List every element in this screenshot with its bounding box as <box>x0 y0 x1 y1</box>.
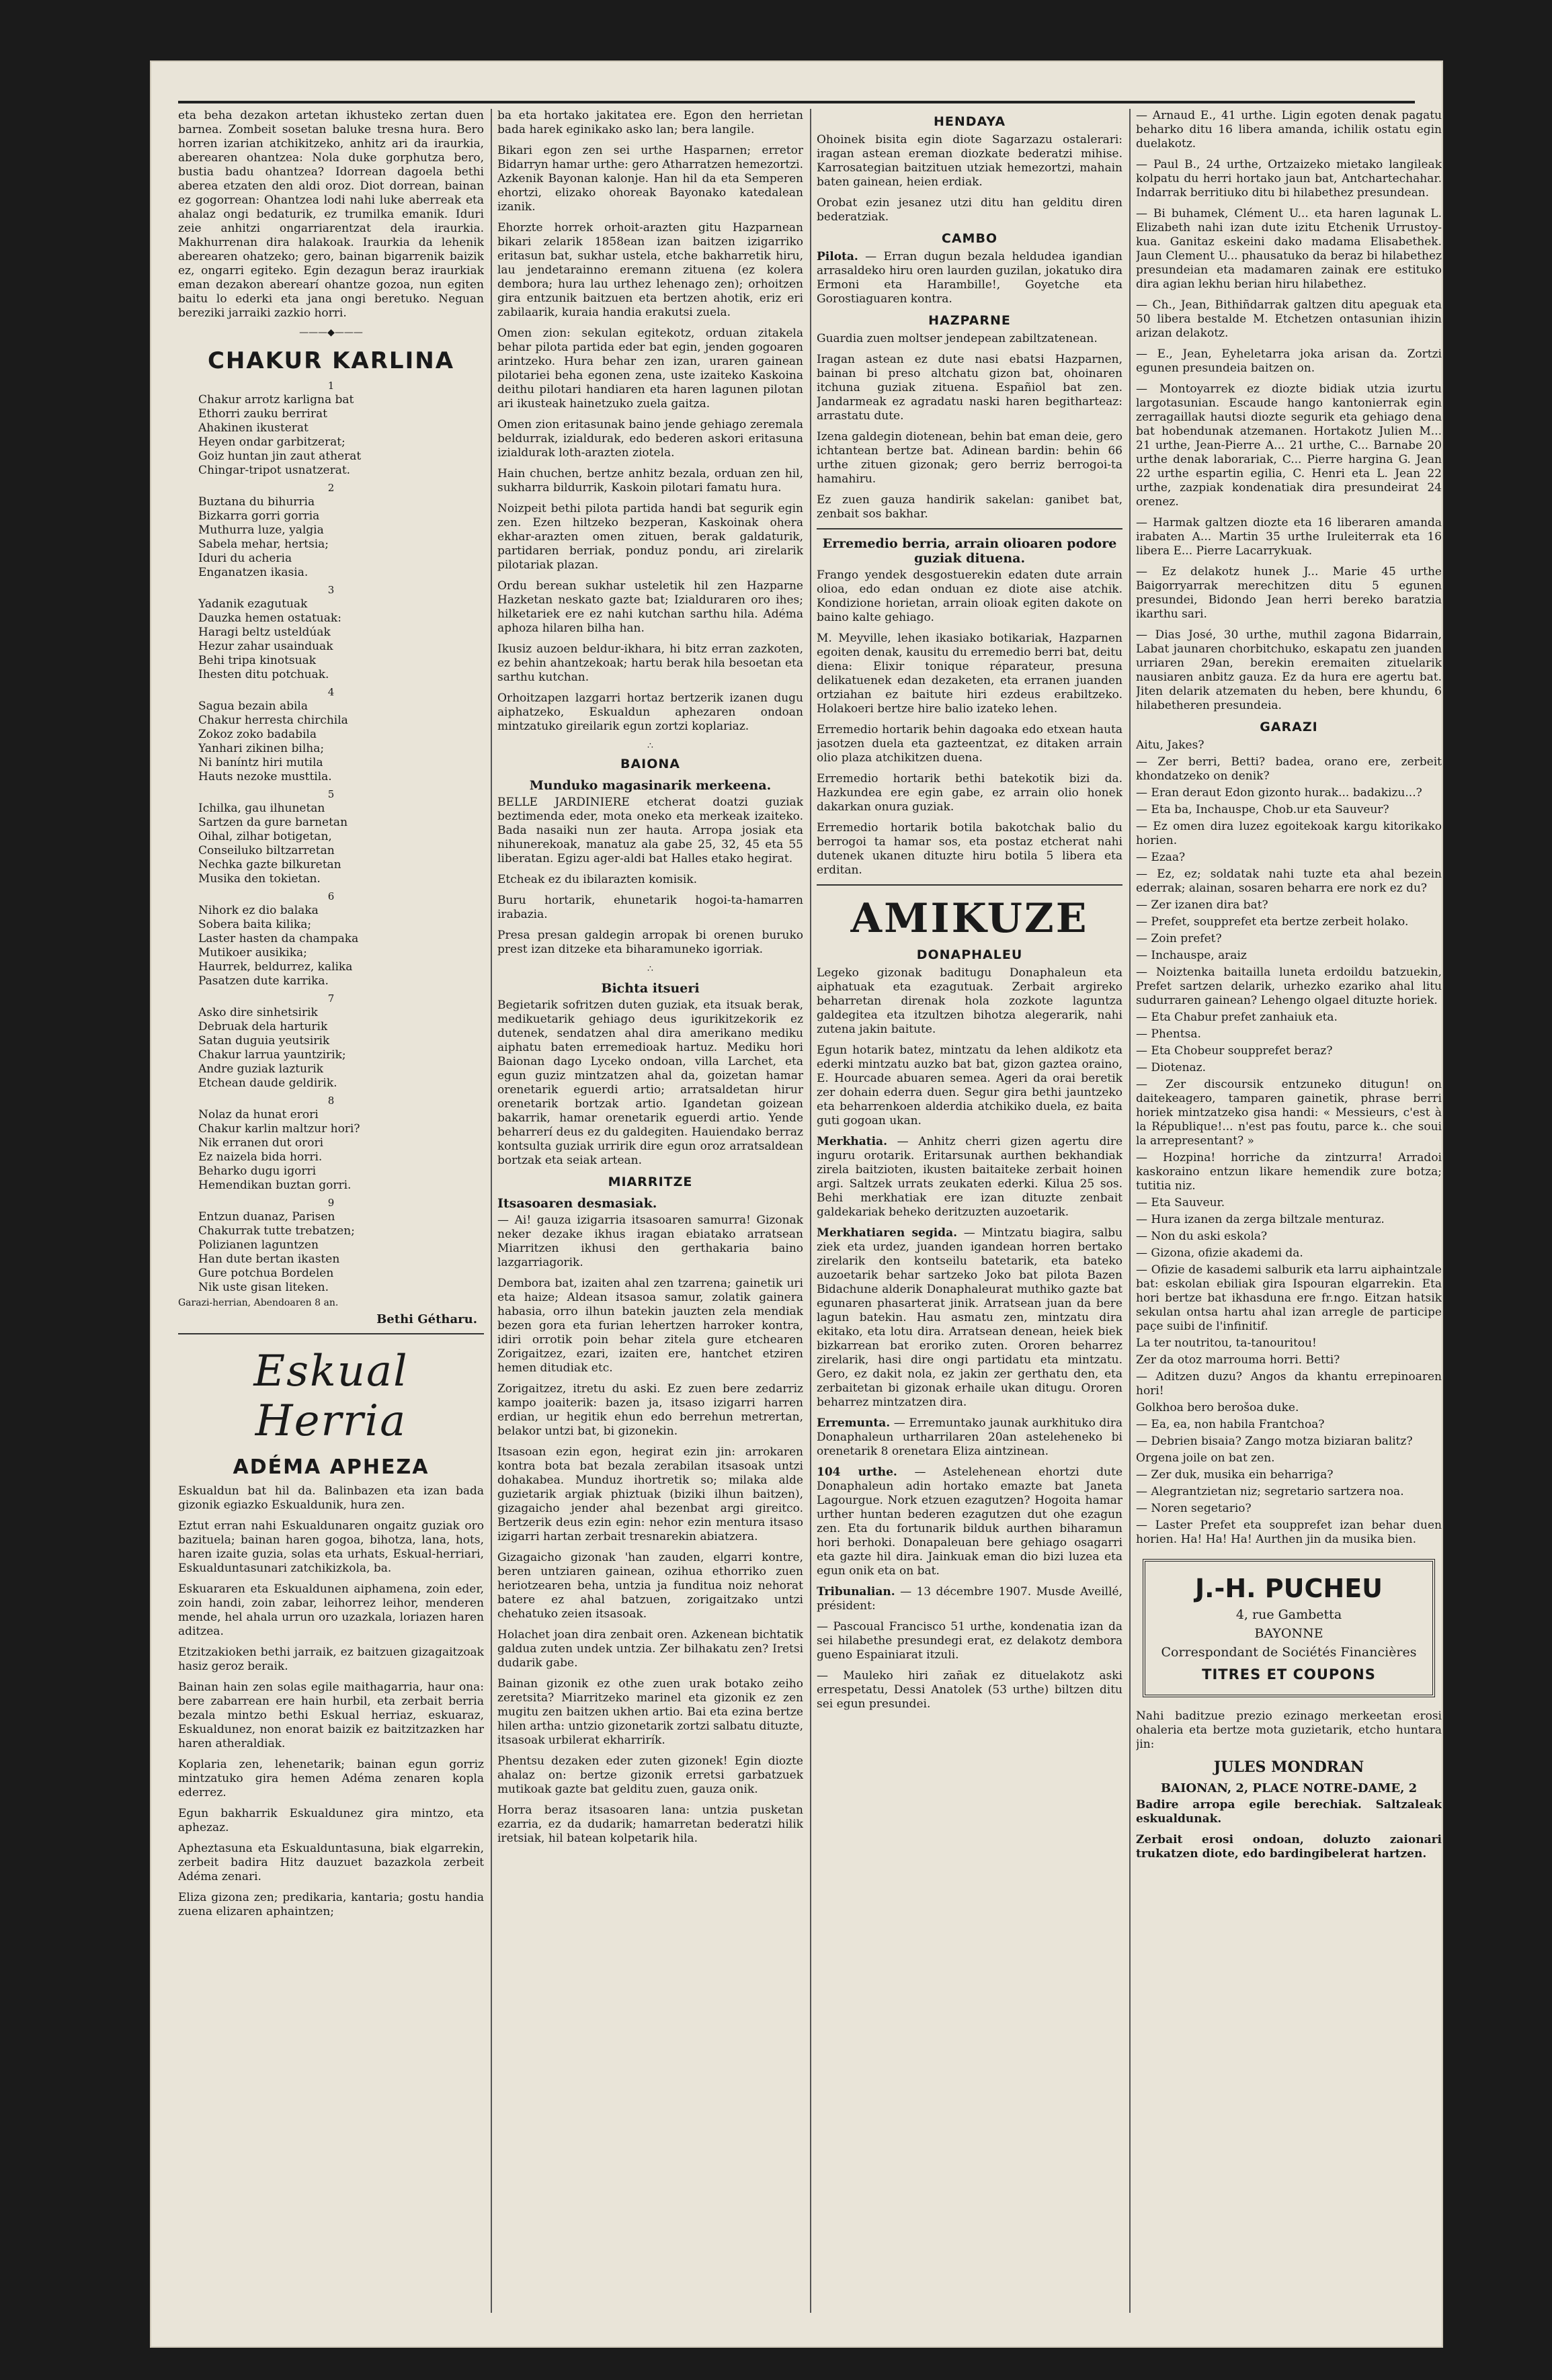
ad-address: 4, rue Gambetta <box>1235 1607 1342 1622</box>
dialogue-line: — Debrien bisaia? Zango motza biziaran balitz? <box>1136 1435 1413 1448</box>
section-heading-miarritze: MIARRITZE <box>608 1175 693 1189</box>
advertisement-pucheu <box>1143 1559 1435 1697</box>
column-rule <box>1129 109 1131 2313</box>
news-item: — Harmak galtzen diozte eta 16 liberaren amanda irabaten A... Martin 35 urthe Iruleiterrak eta 16 libera E... Pierre Lacarrykuak. <box>1136 516 1442 558</box>
section-rule <box>817 884 1122 886</box>
dialogue-line: Aitu, Jakes? <box>1136 738 1204 752</box>
paragraph: Eskualdun bat hil da. Balinbazen eta izan bada gizonik egiazko Eskualdunik, hura zen. <box>178 1484 484 1512</box>
article-body <box>178 1484 484 1919</box>
paragraph: Etzitzakioken bethi jarraik, ez baitzuen gizagaitzoak hasiz geroz beraik. <box>178 1646 484 1673</box>
paragraph <box>817 1416 1122 1459</box>
paragraph: — Ai! gauza izigarria itsasoaren samurra! Gizonak neker dezake ikhus iragan ebiatako arratsean Miarritzen ikhusi den gerthakaria baino lazgarriagorik. <box>497 1214 803 1269</box>
dialogue-line: Zer da otoz marrouma horri. Betti? <box>1136 1353 1340 1367</box>
stanza-number: 9 <box>327 1197 335 1209</box>
dialogue-line: — Eta Chabur prefet zanhaiuk eta. <box>1136 1011 1338 1024</box>
stanza-number: 6 <box>327 890 335 902</box>
item-heading: Erremedio berria, arrain olioaren podore guziak dituena. <box>822 536 1117 566</box>
dialogue-line: Orgena joile on bat zen. <box>1136 1451 1275 1465</box>
dialogue-line: — Ea, ea, non habila Frantchoa? <box>1136 1418 1325 1431</box>
news-item: — E., Jean, Eyheletarra joka arisan da. Zortzi egunen presundeia baitzen on. <box>1136 347 1442 375</box>
column-rule <box>810 109 811 2313</box>
paragraph: Noizpeit bethi pilota partida handi bat segurik egin zen. Ezen hiltzeko bezperan, Kaskoinak ohera ekhar-arazten omen zituen, berak galdaturik, partidaren berriak, ponduz pondu, ari zirelarik pilotariak plazan. <box>497 502 803 572</box>
dialogue-line: — Ezaa? <box>1136 851 1186 864</box>
paragraph: Ordu berean sukhar usteletik hil zen Hazparne Hazketan neskato gazte bat; Izialduraren oro ihes; hilketariek ere ez nahi kutchan sarthu hila. Adéma aphoza hilaren bilha han. <box>497 579 803 635</box>
item-lead: Merkhatia. <box>817 1135 887 1148</box>
paragraph: Phentsu dezaken eder zuten gizonek! Egin diozte ahalaz on: bertze gizonik erretsi garbatzuek mutikoak gazte bat gelditu zuen, gauza onik. <box>497 1754 803 1796</box>
paragraph: Legeko gizonak baditugu Donaphaleun eta aiphatuak eta ezagutuak. Zerbait argireko beharretan direnak hola zozkote laguntza galdegitea eta itzultzen bihotza alegerarik, nahi zutena jakin baitute. <box>817 966 1122 1036</box>
dialogue-line: — Gizona, ofizie akademi da. <box>1136 1246 1303 1260</box>
item-text: — Erran dugun bezala heldudea igandian arrasaldeko hiru oren laurden guzilan, jokatuko dira Ermoni eta Harambille!, Goyetche eta Gorostiaguaren kontra. <box>817 250 1122 306</box>
item-text: — Astelehenean ehortzi dute Donaphaleun adin hortako emazte bat Janeta Lagourgue. Nork etzuen ezagutzen? Hogoita hamar urther huntan bederen ezagutzen dut ohe ezagun zen. Eta du fortunarik bilduk aurthen biharamun hori berhoki. Donapaleuan bere gehiago osagarri eta gazte hil dira. Jainkuak eman dio bizi luzea eta egun onik eta on bat. <box>817 1465 1122 1578</box>
dialogue-line: — Aditzen duzu? Angos da khantu errepinoaren hori! <box>1136 1370 1442 1398</box>
paragraph: Egun bakharrik Eskualdunez gira mintzo, eta aphezaz. <box>178 1807 484 1834</box>
stanza-number: 1 <box>327 380 335 392</box>
paragraph: Buru hortarik, ehunetarik hogoi-ta-hamarren irabazia. <box>497 894 803 921</box>
stanza-number: 2 <box>327 482 335 494</box>
item-text: — Mintzatu biagira, salbu ziek eta urdez, juanden igandean horren bertako zirelarik den kontseilu batetarik, eta bateko auzoetarik behar sartzeko Joko bat pilota Bazen Bidachune alderik Donaphaleurat muthiko gazte bat egunaren phasarterat jinik. Arratsean juan da bere lagun batekin. Hau asmatu zen, mintzatu dira ekitako, eta lotu dira. Arratsean denean, heiek biek bizkarrean bat eroriko zuten. Ororen beharrez zirelarik, hasi dire ongi partidatu eta mintzatu. Gero, ez dakit nola, ez jakin zer gerthatu den, eta zerbaitetan bi gizonak erhaile ukan ditugu. Ororen beharrez mintzatzen dira. <box>817 1226 1122 1409</box>
dialogue-line: — Ofizie de kasademi salburik eta larru aiphaintzale bat: eskolan ebiliak gira Ispouran elgarrekin. Eta hori bertze bat ikhasduna ere fr.ngo. Eitzan hatsik sekulan ontsa hartu ahal izan arregle de participe paçe suibi de l'infinitif. <box>1136 1263 1442 1333</box>
paragraph: Omen zion eritasunak baino jende gehiago zeremala beldurrak, izialdurak, edo bederen askori eritasuna izialdurak loth-arazten ziotela. <box>497 418 803 460</box>
dialogue <box>1136 738 1442 1547</box>
dialogue-line: — Eta Sauveur. <box>1136 1196 1225 1209</box>
ad-city: BAYONNE <box>1254 1626 1323 1641</box>
paragraph: Orobat ezin jesanez utzi ditu han gelditu diren bederatziak. <box>817 196 1122 224</box>
news-item: — Ch., Jean, Bithiñdarrak galtzen ditu apeguak eta 50 libera bestalde M. Etchetzen ontasunian ihizin arizan delakotz. <box>1136 298 1442 340</box>
separator: ∴ <box>647 964 653 974</box>
paragraph: Bainan gizonik ez othe zuen urak botako zeiho zeretsita? Miarritzeko marinel eta gizonik ez zen mugitu zen baitzen ukhen artio. Bai eta ezina bertze hilen artha: untzio gizonetarik zortzi salbatu dituzte, itsasoak urbilerat ekharrirík. <box>497 1677 803 1747</box>
dialogue-line: — Laster Prefet eta soupprefet izan behar duen horien. Ha! Ha! Ha! Aurthen jin da musika bien. <box>1136 1519 1442 1546</box>
stanza-number: 3 <box>327 584 335 596</box>
paragraph: Izena galdegin diotenean, behin bat eman deie, gero ichtantean bertze bat. Adinean bardin: behin 66 urthe zituen gizonak; gero berriz berrogoi-ta hamahiru. <box>817 430 1122 486</box>
ad-line: Badire arropa egile berechiak. Saltzaleak eskualdunak. <box>1136 1798 1442 1826</box>
ad-tagline: TITRES ET COUPONS <box>1202 1666 1376 1683</box>
paragraph: Begietarik sofritzen duten guziak, eta itsuak berak, medikuetarik gehiago deus igurikitzekorik ez dutenek, sendatzen ahal dira amerikano mediku aiphatu baten erremedioak hartuz. Mediku hori Baionan dago Lyceko ondoan, villa Larchet, eta egun guziz mintzatzen ahal da, goizetan hamar orenetarik eguerdi artio; arratsaldetan hirur orenetarik bortzak artio. Igandetan goizean bakarrik, hamar orenetarik eguerdi artio. Yende beharrerí deus ez du galdegiten. Hauiendako berraz kontsulta guziak urririk dire egun oroz arratsaldean bortzak eta seiak artean. <box>497 998 803 1167</box>
paragraph: Eskuararen eta Eskualdunen aiphamena, zoin eder, zoin handi, zoin zabar, leihorrez leihor, menderen mende, hel ahala urrun oro uzazkala, loriazen haren aditzea. <box>178 1582 484 1638</box>
dialogue-line: — Eta ba, Inchauspe, Chob.ur eta Sauveur? <box>1136 803 1389 816</box>
region-heading-amikuze: AMIKUZE <box>850 895 1089 942</box>
dialogue-line: — Diotenaz. <box>1136 1061 1207 1074</box>
paragraph <box>817 250 1122 306</box>
poem-stanza: Nihork ez dio balaka Sobera baita kilika; Laster hasten da champaka Mutikoer ausikika; Haurrek, beldurrez, kalika Pasatzen dute karrika. <box>198 904 359 988</box>
news-item: — Arnaud E., 41 urthe. Ligin egoten denak pagatu beharko ditu 16 libera amanda, ichilik ostatu egin duelakotz. <box>1136 109 1442 151</box>
section-rule <box>817 528 1122 529</box>
ad-name: JULES MONDRAN <box>1213 1758 1364 1776</box>
dialogue-line: — Zoin prefet? <box>1136 932 1222 945</box>
column-1 <box>178 109 484 2326</box>
ad-name: J.-H. PUCHEU <box>1194 1574 1383 1603</box>
paragraph: Ikusiz auzoen beldur-ikhara, hi bitz erran zazkoten, ez behin ahantzekoak; hartu berak hila besoetan eta sarthu kutchan. <box>497 642 803 684</box>
paragraph: Ehorzte horrek orhoit-arazten gitu Hazparnean bikari zelarik 1858ean izan baitzen izigarriko eritasun bat, sukhar ustela, etche bakharretik hiru, lau jendetarainno eremann zituena (ez kolera dembora; hura lau urthez lehenago zen); orhoitzen gira entzunik baitzuen eta bertzen ahotik, eriz eri zabilaarik, kuraia handia erakutsi zuela. <box>497 221 803 319</box>
dateline: Garazi-herrian, Abendoaren 8 an. <box>178 1298 339 1308</box>
paragraph <box>817 1465 1122 1578</box>
dialogue-line: — Noiztenka baitailla luneta erdoildu batzuekin, Prefet sartzen delarik, urhezko ezariko ahal litu sudurraren gainean? Lehengo olgael dituzte horiek. <box>1136 966 1442 1007</box>
paragraph: — Mauleko hiri zañak ez dituelakotz aski errespetatu, Dessi Anatolek (53 urthe) biltzen ditu sei egun presundei. <box>817 1669 1122 1711</box>
poem-stanza: Yadanik ezagutuak Dauzka hemen ostatuak: Haragi beltz usteldúak Hezur zahar usainduak Behi tripa kinotsuak Ihesten ditu potchuak. <box>198 597 341 681</box>
section-rule <box>178 1333 484 1334</box>
top-rule <box>178 101 1415 103</box>
poem-stanzas <box>178 380 484 1295</box>
paragraph: Bikari egon zen sei urthe Hasparnen; erretor Bidarryn hamar urthe: gero Atharratzen hemezortzi. Azkenik Bayonan kalonje. Han hil da eta Semperen ehortzi, elizako ohoreak Bayonako katedalean izanik. <box>497 144 803 214</box>
poem-stanza: Buztana du bihurria Bizkarra gorri gorria Muthurra luze, yalgia Sabela mehar, hertsia; Iduri du acheria Enganatzen ikasia. <box>198 495 329 579</box>
paragraph: Holachet joan dira zenbait oren. Azkenean bichtatik galdua zuten undek untzia. Zer bilhakatu zen? Iretsi dudarik gabe. <box>497 1628 803 1670</box>
separator: ∴ <box>647 740 653 751</box>
dialogue-line: — Zer izanen dira bat? <box>1136 898 1268 912</box>
newspaper-page <box>151 62 1442 2346</box>
column-3 <box>817 109 1122 2326</box>
item-text: — 13 décembre 1907. Musde Aveillé, président: <box>817 1585 1122 1613</box>
ad-description: Correspondant de Sociétés Financières <box>1161 1645 1417 1660</box>
column-4 <box>1136 109 1442 2326</box>
paragraph: Orhoitzapen lazgarri hortaz bertzerik izanen dugu aiphatzeko, Eskualdun aphezaren ondoan mintzatuko gireilarik egun zortzi koplariaz. <box>497 691 803 733</box>
paragraph: Hain chuchen, bertze anhitz bezala, orduan zen hil, sukharra bildurrik, Kaskoin pilotari famatu hura. <box>497 467 803 495</box>
item-lead: Merkhatiaren segida. <box>817 1226 957 1240</box>
paragraph: Ez zuen gauza handirik sakelan: ganibet bat, zenbait sos bakhar. <box>817 493 1122 521</box>
poem-stanza: Sagua bezain abila Chakur herresta chirchila Zokoz zoko badabila Yanhari zikinen bilha; Ni baníntz hiri mutila Hauts nezoke musttila. <box>198 699 348 783</box>
stanza-number: 5 <box>327 788 335 800</box>
item-heading: Bichta itsueri <box>601 981 700 996</box>
ornament-separator: ———◆——— <box>299 327 363 338</box>
item-text: — Erremuntako jaunak aurkhituko dira Donaphaleun urtharrilaren 20an asteleheneko bi orenetarik 8 orenetara Eliza aintzinean. <box>817 1416 1122 1458</box>
paragraph: Ohoinek bisita egin diote Sagarzazu ostalerari: iragan astean ereman diozkate bederatzi mihise. Karrosategian baitzituen utziak hemezortzi, mahain baten gainean, heien erdiak. <box>817 133 1122 189</box>
paragraph: Iragan astean ez dute nasi ebatsi Hazparnen, bainan bi preso altchatu gizon bat, ohoinaren itchuna guziak zituena. Españiol bat zen. Jandarmeak ez agradatu naski haren begitharteaz: arrastatu dute. <box>817 353 1122 423</box>
paragraph: Erremedio hortarik bethi batekotik bizi da. Hazkundea ere egin gabe, ez arrain olio honek dakarkan onura guziak. <box>817 772 1122 814</box>
dialogue-line: — Hura izanen da zerga biltzale menturaz. <box>1136 1213 1385 1226</box>
item-text: — Anhitz cherri gizen agertu dire inguru orotarik. Eritarsunak aurthen bekhandiak zirela baitzioten, ikusten baitaiteke zerbait hoinen argi. Saltzek urrats zeukaten ederki. Kilua 25 sos. Behi merkhatiak ere izan dituzte zenbait galdekariak beheko deritzuzten auzoetarik. <box>817 1135 1122 1219</box>
paragraph: Eztut erran nahi Eskualdunaren ongaitz guziak oro bazituela; bainan haren gogoa, bihotza, lana, hots, haren izaite guzia, solas eta urhats, Eskual-herriari, Eskualduntasunari zatchikizkola, ba. <box>178 1519 484 1575</box>
item-lead: 104 urthe. <box>817 1465 897 1479</box>
paragraph: Presa presan galdegin arropak bi orenen buruko prest izan ditzeke eta biharamuneko igorriak. <box>497 929 803 956</box>
dialogue-line: — Zer duk, musika ein beharriga? <box>1136 1468 1334 1482</box>
paragraph: Erremedio hortarik behin dagoaka edo etxean hauta jasotzen duela eta gazteentzat, ez ditaken arrain olio plaza atchikitzen duena. <box>817 723 1122 765</box>
stanza-number: 8 <box>327 1095 335 1107</box>
poem-title: CHAKUR KARLINA <box>207 347 455 374</box>
paragraph: M. Meyville, lehen ikasiako botikariak, Hazparnen egoiten denak, kausitu du erremedio berri bat, deitu diena: Elixir tonique réparateur, presuna delikatuenek edan dezaketen, eta erranen juanden ortziahan ez baitute hiri ezdeus erabiltzeko. Holakoeri bertze hire balio izateko lehen. <box>817 632 1122 716</box>
paragraph: Frango yendek desgostuerekin edaten dute arrain olioa, edo edan onduan ez diote aise atchik. Kondizione horietan, arrain olioak egiten dakote on baino kalte gehiago. <box>817 568 1122 624</box>
dialogue-line: Golkhoa bero berošoa duke. <box>1136 1401 1299 1414</box>
paragraph <box>817 1585 1122 1613</box>
section-heading-cambo: CAMBO <box>941 231 998 246</box>
column-rule <box>491 109 492 2313</box>
dialogue-line: — Prefet, soupprefet eta bertze zerbeit holako. <box>1136 915 1409 929</box>
news-item: — Ez delakotz hunek J... Marie 45 urthe Baigorryarrak merechitzen ditu 5 egunen presundei, Bidondo Jean herri bereko baratzia ikarthu sari. <box>1136 565 1442 621</box>
paragraph: Itsasoan ezin egon, hegirat ezin jin: arrokaren kontra bota bat bezala zerabilan itsasoak untzi dohakabea. Munduz ihortretik so; milaka alde guzietarik argiak phiztuak (biziki ilhun baitzen), gizagaicho jender ahal bezenbat argi gireitco. Bertzerik deus ezin egin: nehor ezin mentura itsaso izigarri hartan zerbait tresnarekin abiatzera. <box>497 1445 803 1543</box>
paragraph: ba eta hortako jakitatea ere. Egon den herrietan bada harek eginikako asko lan; bera langile. <box>497 109 803 136</box>
news-item: — Paul B., 24 urthe, Ortzaizeko mietako langileak kolpatu du herri hortako jaun bat, Antchartechahar. Indarrak berritiuko ditu bi hilabethez presundean. <box>1136 158 1442 200</box>
article-title: ADÉMA APHEZA <box>233 1455 430 1479</box>
poem-stanza: Entzun duanaz, Parisen Chakurrak tutte trebatzen; Polizianen laguntzen Han dute bertan ikasten Gure potchua Bordelen Nik uste gisan liteken. <box>198 1210 355 1294</box>
item-lead: Pilota. <box>817 250 858 263</box>
dialogue-line: — Ez, ez; soldatak nahi tuzte eta ahal bezein ederrak; alainan, sosaren beharra ere nork ez du? <box>1136 867 1442 895</box>
intro-text: eta beha dezakon artetan ikhusteko zertan duen barnea. Zombeit sosetan baluke tresna hura. Bero horren izarian atchikitzeko, anhitz ari da iraurkia, aberearen ohantzea: Nola duke gorphutza bero, bustia badu ohantzea? Idorrean dagoela bethi aberea etzaten den aldi oroz. Diot dorrean, bainan ez gogorrean: Ohantzea lodi nahi luke aberreak eta ahalaz ongi bedaturik, ez trumilka emanik. Iduri zeie anhitzi ongarriarentzat dela iraurkia. Makhurrenan dira halakoak. Iraurkia da lehenik aberearen ohatzeko; gero, bainan bigarrenik baizik ez, ongarri egiteko. Egin dezagun beraz iraurkiak eman dezakon aberearí ohantze gozoa, nun egiten baitu lo ederki eta jana ongi beretuko. Neguan bereziki jarraiki zazkio horri. <box>178 109 484 320</box>
paragraph: Apheztasuna eta Eskualduntasuna, biak elgarrekin, zerbeit badira Hitz dauzuet bazazkola zerbeit Adéma zenari. <box>178 1842 484 1883</box>
section-heading-donaphaleu: DONAPHALEU <box>916 947 1023 962</box>
paragraph: Zorigaitzez, itretu du aski. Ez zuen bere zedarriz kampo joaiterik: bazen ja, itsaso izigarri harren erdian, ur hegitik ehun edo berrehun metrertan, belakor untzi bat, bi gizonekin. <box>497 1382 803 1438</box>
section-heading-baiona: BAIONA <box>620 757 680 771</box>
poem-stanza: Chakur arrotz karligna bat Ethorri zauku berrirat Ahakinen ikusterat Heyen ondar garbitzerat; Goiz huntan jin zaut atherat Chingar-tripot usnatzerat. <box>198 393 362 477</box>
dialogue-line: — Phentsa. <box>1136 1027 1201 1041</box>
stanza-number: 4 <box>327 686 335 698</box>
section-heading-hazparne: HAZPARNE <box>928 313 1011 328</box>
column-2 <box>497 109 803 2326</box>
paragraph: Dembora bat, izaiten ahal zen tzarrena; gainetik uri eta haize; Aldean itsasoa samur, zolatik gainera habasia, orro ilhun batekin jauzten zela mendiak bezen gora eta furian lehertzen harroker kontra, idiri orrotik poin behar zitela gure etchearen Zorigaitzez, ezari, izaiten ere, hantchet etziren hemen ditudiak etc. <box>497 1277 803 1375</box>
section-heading-garazi: GARAZI <box>1260 720 1318 734</box>
ad-address: BAIONAN, 2, PLACE NOTRE-DAME, 2 <box>1160 1781 1418 1795</box>
news-item: — Bi buhamek, Clément U... eta haren lagunak L. Elizabeth nahi izan dute izitu Etchenik Urrustoy-kua. Ganitaz eskeini dako madama Elisabethek. Jaun Clement U... phausatuko da beraz bi hilabethez presundeian eta madamaren zainak ere estituko dira agian lekhu berian hiru hilabethez. <box>1136 207 1442 291</box>
paragraph: Horra beraz itsasoaren lana: untzia pusketan ezarria, ez da dudarik; hamarretan bederatzi hilik iretsiak, hil batean kolpetarik hila. <box>497 1803 803 1845</box>
item-heading: Munduko magasinarik merkeena. <box>529 778 772 793</box>
paragraph: Guardia zuen moltser jendepean zabiltzatenean. <box>817 332 1098 345</box>
dialogue-line: — Ez omen dira luzez egoitekoak kargu kitorikako horien. <box>1136 820 1442 847</box>
dialogue-line: — Hozpina! horriche da zintzurra! Arradoi kaskoraino entzun likare hemendik zure botza; tutitia niz. <box>1136 1151 1442 1193</box>
paragraph <box>817 1226 1122 1410</box>
dialogue-line: — Zer discoursik entzuneko ditugun! on daitekeagero, tamparen gainetik, phrase berri horiek mintzatzeko gisa handi: « Messieurs, c'est à la République!... n'est pas foutu, parce k.. che soui la arrepresentant? » <box>1136 1078 1442 1148</box>
dialogue-line: — Alegrantzietan niz; segretario sartzera noa. <box>1136 1485 1404 1498</box>
paragraph: Koplaria zen, lehenetarik; bainan egun gorriz mintzatuko gira hemen Adéma zenaren kopla ederrez. <box>178 1758 484 1799</box>
paragraph: Eliza gizona zen; predikaria, kantaria; gostu handia zuena elizaren aphaintzen; <box>178 1891 484 1918</box>
paragraph: Egun hotarik batez, mintzatu da lehen aldikotz eta ederki mintzatu auzko bat bat, gizon gaztea oraino, E. Hourcade abuaren semea. Ageri da orai beretik zer dohain ederra duen. Segur gira bethi jauntzeko eta beharrenkoen alderdia atchikiko duela, ez baita guti gogoan ukan. <box>817 1044 1122 1128</box>
paragraph: Etcheak ez du ibilarazten komisik. <box>497 873 698 886</box>
dialogue-line: — Eta Chobeur soupprefet beraz? <box>1136 1044 1333 1058</box>
news-item: — Dias José, 30 urthe, muthil zagona Bidarrain, Labat jaunaren chorbitchuko, eskapatu zen juanden urriaren 29an, berekin eremaiten zituelarik nausiaren anbitz gauza. Ez da hura ere agertu bat. Jiten delarik atzematen du heben, bere khundu, 6 hilabetheren presundeia. <box>1136 628 1442 712</box>
news-item: — Montoyarrek ez diozte bidiak utzia izurtu largotasunian. Escaude hango kantonierrak egin zerragaillak hautsi diozte segurik eta gehiago dena bat hobendunak atzemanen. Hortakotz Julien M... 21 urthe, Jean-Pierre A... 21 urthe, C... Barnabe 20 urthe denak laborariak, C... Pierre hargina G. Jean 22 urthe espartin egilia, C. Henri eta L. Jean 22 urthe, zazpiak kondenatiak dira presundeirat 24 orenez. <box>1136 382 1442 509</box>
masthead-title: Eskual Herria <box>253 1347 409 1446</box>
item-lead: Erremunta. <box>817 1416 891 1430</box>
paragraph: — Pascoual Francisco 51 urthe, kondenatia izan da sei hilabethe presundegi erat, ez delakotz dembora gueno Espainiarat itzuli. <box>817 1620 1122 1662</box>
dialogue-line: — Zer berri, Betti? badea, orano ere, zerbeit khondatzeko on denik? <box>1136 755 1442 783</box>
paragraph <box>817 1135 1122 1220</box>
dialogue-line: — Eran deraut Edon gizonto hurak... badakizu...? <box>1136 786 1422 800</box>
ad-intro: Nahi baditzue prezio ezinago merkeetan erosi ohaleria eta bertze mota guzietarik, etcho huntara jin: <box>1136 1709 1442 1751</box>
paragraph: Gizagaicho gizonak 'han zauden, elgarri kontre, beren untziaren gainean, ozihua ethorriko zuen heriotzearen beha, untzia ja funditua noiz nehorat batere ez ahal batzuen, zorigaitzako untzi chehatuko zeien itsasoak. <box>497 1551 803 1621</box>
signature: Bethi Gétharu. <box>376 1312 477 1326</box>
paragraph: Bainan hain zen solas egile maithagarria, haur ona: bere zabarrean ere hain hurbil, eta zerbait berria bezala mintzo bethi Eskual herriaz, eskuaraz, Eskualdunez, non enorat baizik ez baitzitzazken har haren atheraldiak. <box>178 1681 484 1750</box>
dialogue-line: — Noren segetario? <box>1136 1502 1252 1515</box>
dialogue-line: La ter noutritou, ta-tanouritou! <box>1136 1336 1317 1350</box>
poem-stanza: Ichilka, gau ilhunetan Sartzen da gure barnetan Oihal, zilhar botigetan, Conseiluko biltzarretan Nechka gazte bilkuretan Musika den tokietan. <box>198 802 348 886</box>
item-lead: Tribunalian. <box>817 1585 895 1599</box>
paragraph: Erremedio hortarik botila bakotchak balio du berrogoi ta hamar sos, eta postaz etcherat nahi dutenek ukanen dituzte hiru botila 5 libera eta erditan. <box>817 821 1122 877</box>
news-items <box>1136 109 1442 713</box>
paragraph: BELLE JARDINIERE etcherat doatzi guziak beztimenda eder, mota oneko eta merkeak izaiteko. Bada nasaiki nun zer hauta. Arropa josiak eta nihunerekoak, manatuz ala gabe 25, 32, 45 eta 55 liberatan. Egizu ager-aldi bat Halles etako hegirat. <box>497 796 803 865</box>
ad-line: Zerbait erosi ondoan, doluzto zaionari trukatzen diote, edo bardingibelerat hartzen. <box>1136 1833 1442 1861</box>
stanza-number: 7 <box>327 992 335 1005</box>
dialogue-line: — Non du aski eskola? <box>1136 1230 1268 1243</box>
section-heading-hendaya: HENDAYA <box>933 114 1006 129</box>
paragraph: Omen zion: sekulan egitekotz, orduan zitakela behar pilota partida eder bat egin, jenden gogoaren arintzeko. Hura behar zen izan, uraren gainean pilotariei beha egonen zena, uste izaiteko Kaskoina deithu pilotari handiaren eta haren lagunen pilotan ari ikusteak hainetzuko zuela gaitza. <box>497 327 803 411</box>
poem-stanza: Nolaz da hunat erori Chakur karlin maltzur hori? Nik erranen dut orori Ez naizela bida horri. Beharko dugu igorri Hemendikan buztan gorri. <box>198 1108 360 1192</box>
dialogue-line: — Inchauspe, araiz <box>1136 949 1247 962</box>
poem-stanza: Asko dire sinhetsirik Debruak dela harturik Satan duguia yeutsirik Chakur larrua yauntzirik; Andre guziak lazturik Etchean daude geldirik. <box>198 1006 346 1090</box>
item-heading: Itsasoaren desmasiak. <box>497 1196 657 1211</box>
